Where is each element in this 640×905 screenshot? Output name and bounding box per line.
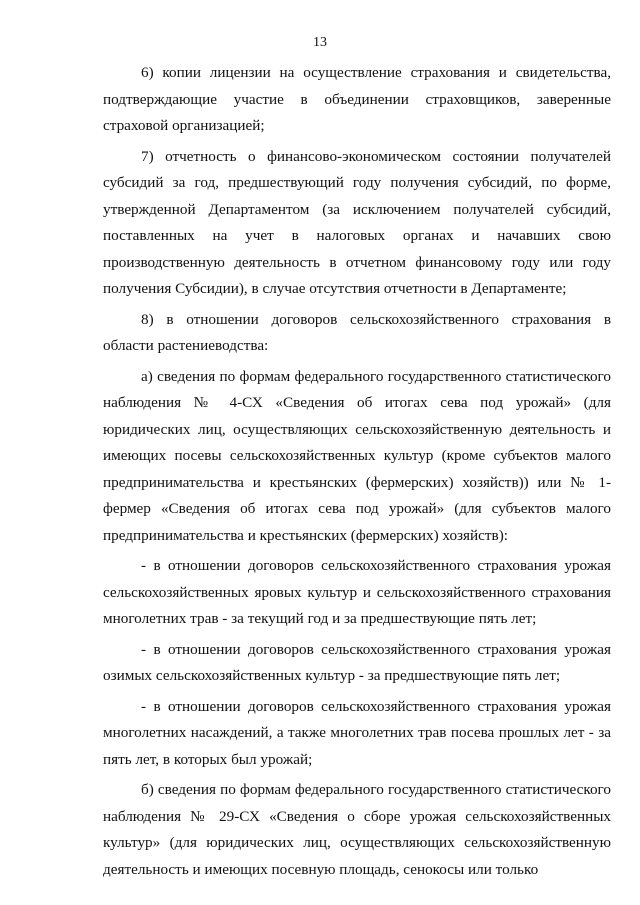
paragraph-dash-winter-crops: - в отношении договоров сельскохозяйственного страхования урожая озимых сельскохозяйственных культур - за предшествующие пять лет;	[103, 640, 611, 684]
paragraph-item-6: 6) копии лицензии на осуществление страхования и свидетельства, подтверждающие участие в объединении страховщиков, заверенные страховой организацией;	[103, 64, 611, 134]
page-number: 13	[313, 35, 327, 50]
paragraph-dash-spring-crops: - в отношении договоров сельскохозяйственного страхования урожая сельскохозяйственных яровых культур и сельскохозяйственного страхования многолетних трав - за текущий год и за предшествующие пять лет;	[103, 557, 611, 627]
paragraph-subitem-a: а) сведения по формам федерального государственного статистического наблюдения № 4-СХ «Сведения об итогах сева под урожай» (для юридических лиц, осуществляющих сельскохозяйственную деятельность и имеющих посевы сельскохозяйственных культур (кроме субъектов малого предпринимательства и крестьянских (фермерских) хозяйств)) или № 1-фермер «Сведения об итогах сева под урожай» (для субъектов малого предпринимательства и крестьянских (фермерских) хозяйств):	[103, 367, 611, 544]
paragraph-item-8: 8) в отношении договоров сельскохозяйственного страхования в области растениеводства:	[103, 310, 611, 354]
paragraph-item-7: 7) отчетность о финансово-экономическом состоянии получателей субсидий за год, предшествующий году получения субсидий, по форме, утвержденной Департаментом (за исключением получателей субсидий, поставленных на учет в налоговых органах и начавших свою производственную деятельность в отчетном финансовому году или году получения Субсидии), в случае отсутствия отчетности в Департаменте;	[103, 147, 611, 297]
paragraph-subitem-b: б) сведения по формам федерального государственного статистического наблюдения № 29-СХ «Сведения о сборе урожая сельскохозяйственных культур» (для юридических лиц, осуществляющих сельскохозяйственную деятельность и имеющих посевную площадь, сенокосы или только	[103, 781, 611, 878]
document-body	[103, 60, 611, 887]
paragraph-dash-perennials: - в отношении договоров сельскохозяйственного страхования урожая многолетних насаждений, а также многолетних трав посева прошлых лет - за пять лет, в которых был урожай;	[103, 697, 611, 768]
